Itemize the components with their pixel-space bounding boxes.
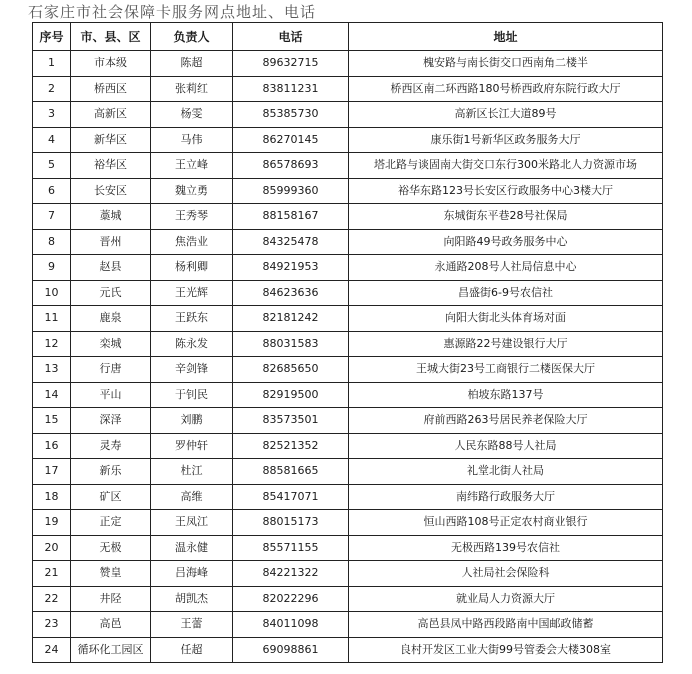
- cell-person: 王立峰: [151, 153, 233, 179]
- cell-area: 长安区: [71, 178, 151, 204]
- cell-no: 16: [33, 433, 71, 459]
- cell-no: 19: [33, 510, 71, 536]
- cell-phone: 89632715: [233, 51, 349, 77]
- cell-address: 府前西路263号居民养老保险大厅: [349, 408, 663, 434]
- cell-no: 21: [33, 561, 71, 587]
- cell-address: 高邑县凤中路西段路南中国邮政储蓄: [349, 612, 663, 638]
- cell-phone: 82919500: [233, 382, 349, 408]
- table-row: [33, 178, 663, 204]
- cell-person: 杨利卿: [151, 255, 233, 281]
- cell-no: 6: [33, 178, 71, 204]
- table-row: [33, 204, 663, 230]
- table-body: [33, 51, 663, 663]
- cell-address: 惠源路22号建设银行大厅: [349, 331, 663, 357]
- cell-no: 5: [33, 153, 71, 179]
- table-row: [33, 127, 663, 153]
- cell-address: 南纬路行政服务大厅: [349, 484, 663, 510]
- table-header-row: [33, 23, 663, 51]
- table-row: [33, 102, 663, 128]
- cell-address: 裕华东路123号长安区行政服务中心3楼大厅: [349, 178, 663, 204]
- cell-no: 11: [33, 306, 71, 332]
- cell-person: 刘鹏: [151, 408, 233, 434]
- cell-no: 1: [33, 51, 71, 77]
- table-row: [33, 561, 663, 587]
- cell-phone: 88158167: [233, 204, 349, 230]
- cell-no: 14: [33, 382, 71, 408]
- cell-area: 高邑: [71, 612, 151, 638]
- cell-person: 张莉红: [151, 76, 233, 102]
- cell-phone: 85385730: [233, 102, 349, 128]
- cell-person: 杨雯: [151, 102, 233, 128]
- table-row: [33, 484, 663, 510]
- page-title: 石家庄市社会保障卡服务网点地址、电话: [28, 3, 317, 21]
- cell-no: 17: [33, 459, 71, 485]
- cell-person: 高维: [151, 484, 233, 510]
- cell-phone: 69098861: [233, 637, 349, 663]
- cell-address: 人社局社会保险科: [349, 561, 663, 587]
- cell-area: 桥西区: [71, 76, 151, 102]
- cell-person: 任超: [151, 637, 233, 663]
- cell-person: 王跃东: [151, 306, 233, 332]
- cell-area: 晋州: [71, 229, 151, 255]
- cell-person: 魏立勇: [151, 178, 233, 204]
- cell-area: 栾城: [71, 331, 151, 357]
- cell-no: 22: [33, 586, 71, 612]
- table-row: [33, 229, 663, 255]
- cell-phone: 85417071: [233, 484, 349, 510]
- table-row: [33, 331, 663, 357]
- cell-no: 24: [33, 637, 71, 663]
- cell-phone: 83573501: [233, 408, 349, 434]
- cell-phone: 82521352: [233, 433, 349, 459]
- cell-address: 恒山西路108号正定农村商业银行: [349, 510, 663, 536]
- cell-address: 就业局人力资源大厅: [349, 586, 663, 612]
- cell-address: 槐安路与南长街交口西南角二楼半: [349, 51, 663, 77]
- cell-phone: 88015173: [233, 510, 349, 536]
- cell-no: 9: [33, 255, 71, 281]
- cell-phone: 88581665: [233, 459, 349, 485]
- table-row: [33, 255, 663, 281]
- table-row: [33, 586, 663, 612]
- cell-phone: 85999360: [233, 178, 349, 204]
- cell-no: 12: [33, 331, 71, 357]
- cell-person: 温永健: [151, 535, 233, 561]
- cell-phone: 86270145: [233, 127, 349, 153]
- cell-area: 赵县: [71, 255, 151, 281]
- table-row: [33, 510, 663, 536]
- cell-area: 藁城: [71, 204, 151, 230]
- cell-address: 东城街东平巷28号社保局: [349, 204, 663, 230]
- table-row: [33, 612, 663, 638]
- table-row: [33, 433, 663, 459]
- cell-area: 正定: [71, 510, 151, 536]
- cell-area: 无极: [71, 535, 151, 561]
- header-phone: 电话: [233, 23, 349, 51]
- cell-address: 无极西路139号农信社: [349, 535, 663, 561]
- cell-no: 13: [33, 357, 71, 383]
- cell-person: 胡凯杰: [151, 586, 233, 612]
- cell-area: 深泽: [71, 408, 151, 434]
- header-area: 市、县、区: [71, 23, 151, 51]
- cell-address: 礼堂北街人社局: [349, 459, 663, 485]
- cell-no: 23: [33, 612, 71, 638]
- cell-person: 马伟: [151, 127, 233, 153]
- cell-address: 良村开发区工业大街99号管委会大楼308室: [349, 637, 663, 663]
- cell-area: 灵寿: [71, 433, 151, 459]
- cell-phone: 84221322: [233, 561, 349, 587]
- cell-area: 赞皇: [71, 561, 151, 587]
- table-row: [33, 357, 663, 383]
- cell-address: 王城大街23号工商银行二楼医保大厅: [349, 357, 663, 383]
- cell-address: 向阳路49号政务服务中心: [349, 229, 663, 255]
- cell-no: 8: [33, 229, 71, 255]
- cell-area: 市本级: [71, 51, 151, 77]
- cell-area: 行唐: [71, 357, 151, 383]
- cell-phone: 82022296: [233, 586, 349, 612]
- cell-area: 裕华区: [71, 153, 151, 179]
- cell-no: 20: [33, 535, 71, 561]
- cell-phone: 84921953: [233, 255, 349, 281]
- cell-area: 循环化工园区: [71, 637, 151, 663]
- cell-area: 新乐: [71, 459, 151, 485]
- cell-address: 永通路208号人社局信息中心: [349, 255, 663, 281]
- cell-phone: 83811231: [233, 76, 349, 102]
- cell-phone: 82685650: [233, 357, 349, 383]
- cell-area: 高新区: [71, 102, 151, 128]
- cell-no: 2: [33, 76, 71, 102]
- header-no: 序号: [33, 23, 71, 51]
- table-row: [33, 280, 663, 306]
- cell-address: 康乐街1号新华区政务服务大厅: [349, 127, 663, 153]
- cell-address: 柏坡东路137号: [349, 382, 663, 408]
- cell-no: 3: [33, 102, 71, 128]
- cell-area: 井陉: [71, 586, 151, 612]
- cell-person: 杜江: [151, 459, 233, 485]
- cell-person: 王凤江: [151, 510, 233, 536]
- table-row: [33, 51, 663, 77]
- table-row: [33, 76, 663, 102]
- cell-person: 王光辉: [151, 280, 233, 306]
- table-row: [33, 535, 663, 561]
- table-row: [33, 382, 663, 408]
- cell-address: 高新区长江大道89号: [349, 102, 663, 128]
- cell-phone: 88031583: [233, 331, 349, 357]
- table-row: [33, 153, 663, 179]
- cell-address: 向阳大街北头体育场对面: [349, 306, 663, 332]
- cell-person: 陈超: [151, 51, 233, 77]
- service-points-table: [32, 22, 663, 663]
- cell-person: 陈永发: [151, 331, 233, 357]
- cell-address: 人民东路88号人社局: [349, 433, 663, 459]
- cell-address: 塔北路与谈固南大街交口东行300米路北人力资源市场: [349, 153, 663, 179]
- table-row: [33, 306, 663, 332]
- cell-phone: 85571155: [233, 535, 349, 561]
- cell-no: 7: [33, 204, 71, 230]
- table-row: [33, 459, 663, 485]
- cell-person: 王蕾: [151, 612, 233, 638]
- cell-area: 矿区: [71, 484, 151, 510]
- cell-no: 10: [33, 280, 71, 306]
- cell-no: 15: [33, 408, 71, 434]
- header-address: 地址: [349, 23, 663, 51]
- cell-person: 王秀琴: [151, 204, 233, 230]
- cell-phone: 84011098: [233, 612, 349, 638]
- table-row: [33, 637, 663, 663]
- table-row: [33, 408, 663, 434]
- cell-area: 元氏: [71, 280, 151, 306]
- cell-person: 辛剑锋: [151, 357, 233, 383]
- cell-phone: 86578693: [233, 153, 349, 179]
- cell-phone: 84623636: [233, 280, 349, 306]
- cell-person: 于钊民: [151, 382, 233, 408]
- cell-area: 鹿泉: [71, 306, 151, 332]
- header-person: 负责人: [151, 23, 233, 51]
- cell-person: 焦浩业: [151, 229, 233, 255]
- cell-address: 桥西区南二环西路180号桥西政府东院行政大厅: [349, 76, 663, 102]
- cell-phone: 84325478: [233, 229, 349, 255]
- cell-area: 平山: [71, 382, 151, 408]
- cell-person: 吕海峰: [151, 561, 233, 587]
- cell-area: 新华区: [71, 127, 151, 153]
- cell-person: 罗仲轩: [151, 433, 233, 459]
- cell-phone: 82181242: [233, 306, 349, 332]
- cell-no: 4: [33, 127, 71, 153]
- cell-address: 昌盛街6-9号农信社: [349, 280, 663, 306]
- cell-no: 18: [33, 484, 71, 510]
